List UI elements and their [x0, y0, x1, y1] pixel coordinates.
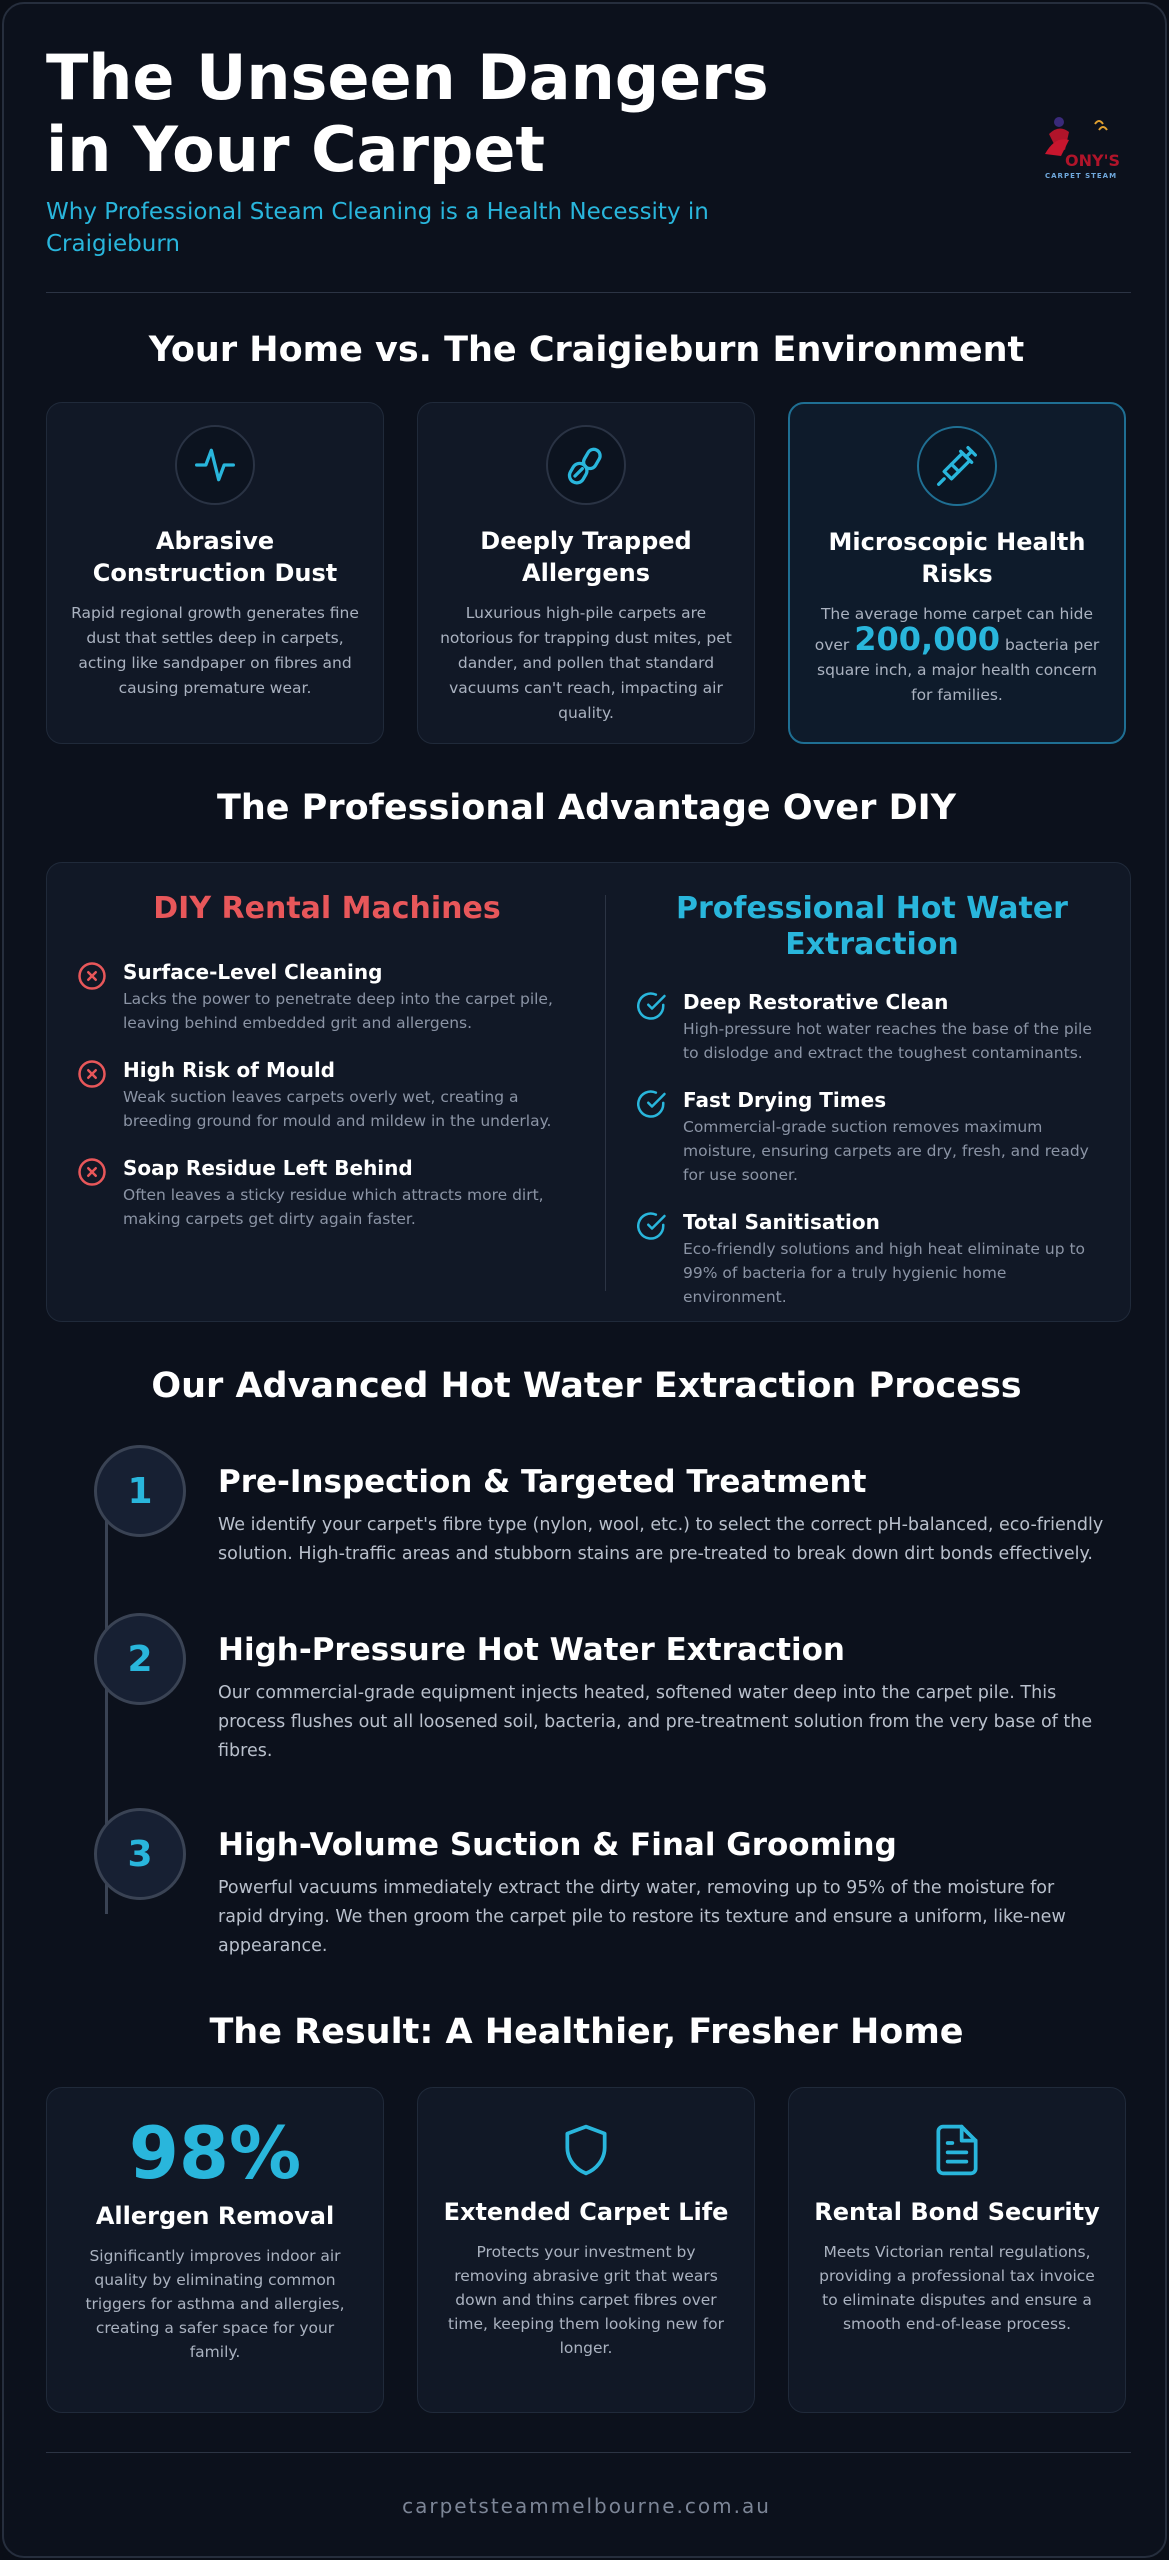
- activity-pulse-icon: [175, 425, 255, 505]
- list-item: [77, 1057, 577, 1133]
- allergen-removal-stat: 98%: [128, 2111, 302, 2195]
- item-title: Soap Residue Left Behind: [123, 1156, 413, 1180]
- step-title: Pre-Inspection & Targeted Treatment: [218, 1464, 867, 1500]
- item-text: Commercial-grade suction removes maximum moisture, ensuring carpets are dry, fresh, and ready for use sooner.: [683, 1118, 1089, 1184]
- result-card-carpet-life: [417, 2087, 755, 2413]
- brand-logo: [1025, 110, 1121, 190]
- step-body: [218, 1826, 1104, 1961]
- card-text-before: The average home carpet can hide over: [814, 605, 1094, 654]
- card-text: [812, 602, 1102, 708]
- result-card-allergen-removal: [46, 2087, 384, 2413]
- item-title: Fast Drying Times: [683, 1088, 887, 1112]
- list-item: [637, 989, 1107, 1065]
- card-text: Luxurious high-pile carpets are notorious for trapping dust mites, pet dander, and pollen that standard vacuums can't reach, impacting air quality.: [440, 604, 732, 722]
- list-item: [77, 959, 577, 1035]
- card-construction-dust: [46, 402, 384, 744]
- x-circle-icon: [77, 1059, 107, 1089]
- shield-icon: [558, 2122, 614, 2178]
- process-section-title: Our Advanced Hot Water Extraction Process: [151, 1366, 1022, 1406]
- item-title: Total Sanitisation: [683, 1210, 880, 1234]
- item-text: Often leaves a sticky residue which attracts more dirt, making carpets get dirty again faster.: [123, 1186, 544, 1228]
- step-body: [218, 1463, 1104, 1569]
- card-health-risks: [788, 402, 1126, 744]
- pro-column: [637, 863, 1107, 1309]
- svg-text:CARPET STEAM: CARPET STEAM: [1045, 172, 1118, 180]
- footer-divider: [46, 2452, 1131, 2453]
- item-title: Deep Restorative Clean: [683, 990, 949, 1014]
- column-divider: [605, 895, 606, 1291]
- result-section-title: The Result: A Healthier, Fresher Home: [209, 2012, 964, 2052]
- step-title: High-Volume Suction & Final Grooming: [218, 1827, 897, 1863]
- item-text: Lacks the power to penetrate deep into the carpet pile, leaving behind embedded grit and allergens.: [123, 990, 553, 1032]
- environment-section-title: Your Home vs. The Craigieburn Environment: [148, 330, 1025, 370]
- card-trapped-allergens: [417, 402, 755, 744]
- advantage-section-title: The Professional Advantage Over DIY: [216, 788, 957, 828]
- item-title: High Risk of Mould: [123, 1058, 335, 1082]
- card-title: Microscopic Health Risks: [828, 528, 1086, 588]
- header: [46, 42, 1131, 292]
- check-circle-icon: [637, 991, 667, 1021]
- result-title: Allergen Removal: [95, 2202, 335, 2230]
- result-text: Meets Victorian rental regulations, providing a professional tax invoice to eliminate disputes and ensure a smooth end-of-lease process.: [819, 2243, 1095, 2333]
- step-text: We identify your carpet's fibre type (nylon, wool, etc.) to select the correct pH-balanced, eco-friendly solution. High-traffic areas and stubborn stains are pre-treated to break down dirt bonds effectively.: [218, 1515, 1104, 1564]
- result-card-rental-bond: [788, 2087, 1126, 2413]
- infographic-frame: [2, 2, 1167, 2558]
- svg-text:ONY'S: ONY'S: [1065, 151, 1120, 170]
- allergen-pills-icon: [546, 425, 626, 505]
- list-item: [637, 1209, 1107, 1309]
- process-step: [94, 1808, 1104, 1988]
- step-body: [218, 1631, 1104, 1766]
- diy-title: DIY Rental Machines: [153, 891, 501, 926]
- divider: [46, 292, 1131, 293]
- result-title: Rental Bond Security: [814, 2198, 1100, 2226]
- process-step: [94, 1613, 1104, 1793]
- page-title: The Unseen Dangers in Your Carpet: [46, 41, 769, 186]
- item-title: Surface-Level Cleaning: [123, 960, 383, 984]
- step-number: 2: [94, 1613, 186, 1705]
- result-text: Significantly improves indoor air quality by eliminating common triggers for asthma and allergies, creating a safer space for your family.: [85, 2247, 345, 2361]
- comparison-panel: [46, 862, 1131, 1322]
- document-icon: [929, 2122, 985, 2178]
- list-item: [637, 1087, 1107, 1187]
- item-text: High-pressure hot water reaches the base of the pile to dislodge and extract the toughest contaminants.: [683, 1020, 1092, 1062]
- card-text-after: bacteria per square inch, a major health concern for families.: [817, 636, 1100, 704]
- step-text: Our commercial-grade equipment injects heated, softened water deep into the carpet pile. This process flushes out all loosened soil, bacteria, and pre-treatment solution from the very base of the fibres.: [218, 1683, 1093, 1761]
- result-text: Protects your investment by removing abrasive grit that wears down and thins carpet fibres over time, keeping them looking new for longer.: [448, 2243, 724, 2357]
- card-text: Rapid regional growth generates fine dust that settles deep in carpets, acting like sandpaper on fibres and causing premature wear.: [71, 604, 359, 697]
- diy-column: [77, 863, 577, 1231]
- syringe-icon: [917, 426, 997, 506]
- page-subtitle: Why Professional Steam Cleaning is a Health Necessity in Craigieburn: [46, 199, 709, 257]
- step-title: High-Pressure Hot Water Extraction: [218, 1632, 845, 1668]
- check-circle-icon: [637, 1211, 667, 1241]
- check-circle-icon: [637, 1089, 667, 1119]
- step-text: Powerful vacuums immediately extract the dirty water, removing up to 95% of the moisture for rapid drying. We then groom the carpet pile to restore its texture and ensure a uniform, like-new appearance.: [218, 1878, 1066, 1956]
- step-number: 1: [94, 1445, 186, 1537]
- card-title: Abrasive Construction Dust: [92, 527, 338, 587]
- pro-title: Professional Hot Water Extraction: [676, 891, 1068, 962]
- step-number: 3: [94, 1808, 186, 1900]
- x-circle-icon: [77, 961, 107, 991]
- result-title: Extended Carpet Life: [443, 2198, 729, 2226]
- process-step: [94, 1445, 1104, 1595]
- item-text: Eco-friendly solutions and high heat eliminate up to 99% of bacteria for a truly hygienic home environment.: [683, 1240, 1086, 1306]
- footer-url[interactable]: carpetsteammelbourne.com.au: [402, 2494, 771, 2518]
- list-item: [77, 1155, 577, 1231]
- bacteria-stat: 200,000: [854, 620, 1000, 658]
- card-title: Deeply Trapped Allergens: [480, 527, 692, 587]
- x-circle-icon: [77, 1157, 107, 1187]
- item-text: Weak suction leaves carpets overly wet, creating a breeding ground for mould and mildew in the underlay.: [123, 1088, 552, 1130]
